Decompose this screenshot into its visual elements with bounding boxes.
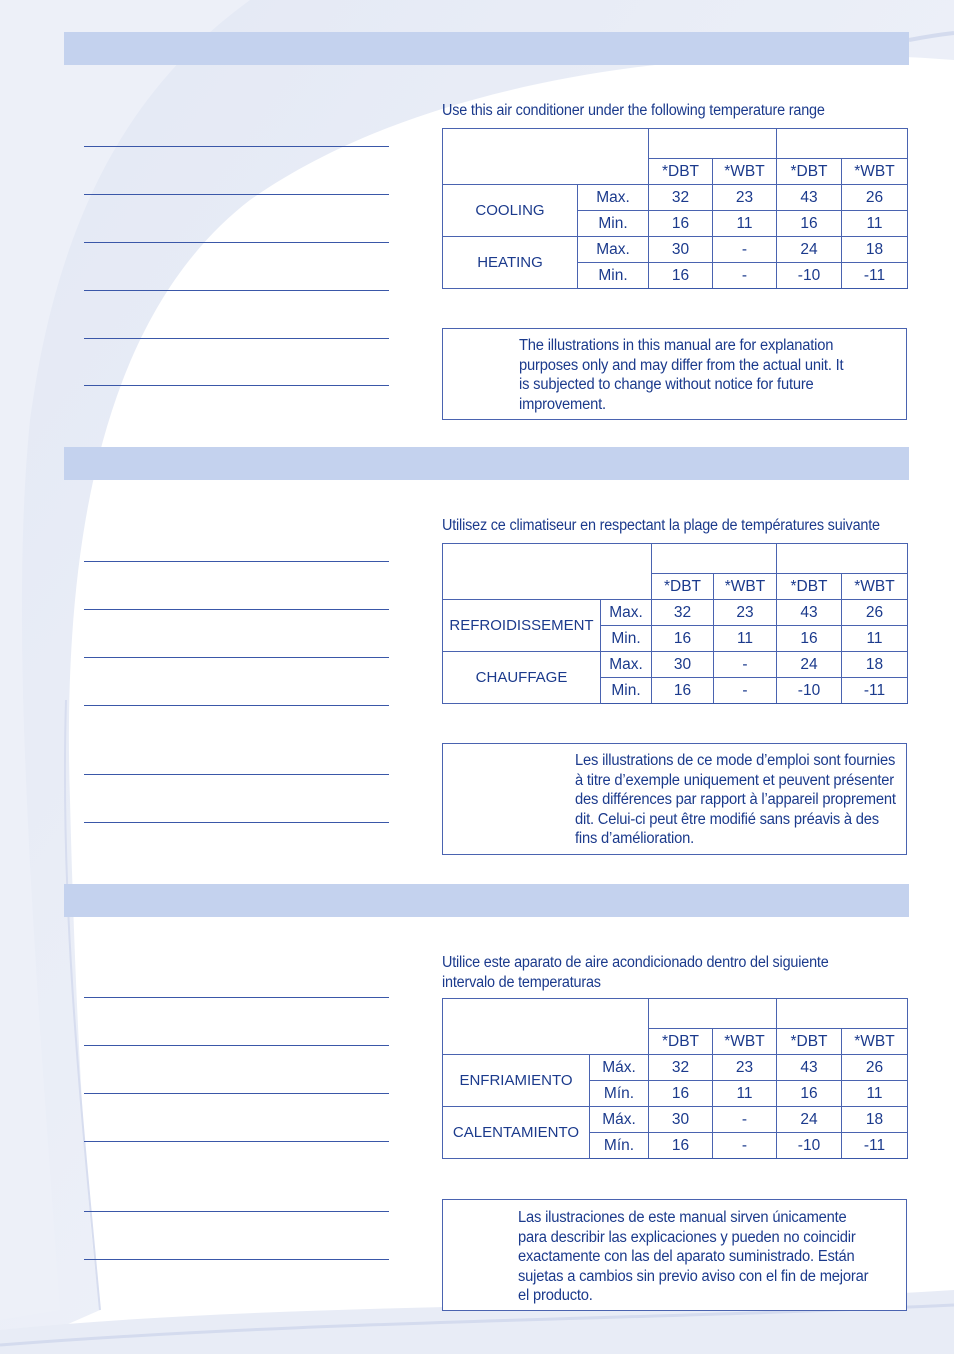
temperature-range-table xyxy=(442,128,908,289)
illustration-note-text: The illustrations in this manual are for explanation purposes only and may differ from the actual unit. It is subjected to change without notice for future improvement. xyxy=(519,337,844,413)
value-cell: -11 xyxy=(842,1133,908,1159)
value-cell: 30 xyxy=(649,1107,713,1133)
value-cell: 32 xyxy=(649,1055,713,1081)
temperature-range-intro: Use this air conditioner under the following temperature range xyxy=(442,102,825,119)
section-header-band xyxy=(64,32,909,65)
limit-label: Max. xyxy=(601,652,652,678)
value-cell: 26 xyxy=(842,600,908,626)
value-cell: 11 xyxy=(842,211,908,237)
value-cell: 32 xyxy=(649,185,713,211)
limit-label: Mín. xyxy=(590,1081,649,1107)
value-cell: 24 xyxy=(777,652,842,678)
illustration-note-box xyxy=(442,1199,907,1311)
table-corner-cell xyxy=(443,129,649,185)
value-cell: 23 xyxy=(713,1055,777,1081)
value-cell: 18 xyxy=(842,1107,908,1133)
value-cell: 43 xyxy=(777,185,842,211)
limit-label: Max. xyxy=(578,237,649,263)
column-header: *DBT xyxy=(777,574,842,600)
value-cell: -10 xyxy=(777,678,842,704)
indoor-column-header xyxy=(649,999,777,1029)
mode-label: ENFRIAMIENTO xyxy=(443,1055,590,1107)
value-cell: 16 xyxy=(777,626,842,652)
value-cell: - xyxy=(713,1133,777,1159)
limit-label: Máx. xyxy=(590,1107,649,1133)
value-cell: 11 xyxy=(842,1081,908,1107)
table-row xyxy=(443,1055,908,1081)
value-cell: 16 xyxy=(777,211,842,237)
temperature-range-intro: Utilice este aparato de aire acondicionado dentro del siguiente intervalo de temperaturas xyxy=(442,954,829,991)
illustration-note-text: Las ilustraciones de este manual sirven únicamente para describir las explicaciones y pueden no coincidir exactamente con las del aparato suministrado. Están sujetas a cambios sin previo aviso con el fin de mejorar el producto. xyxy=(518,1209,869,1304)
value-cell: 24 xyxy=(777,237,842,263)
indoor-column-header xyxy=(649,129,777,159)
mode-label: HEATING xyxy=(443,237,578,289)
value-cell: 32 xyxy=(652,600,714,626)
column-header: *DBT xyxy=(652,574,714,600)
value-cell: 30 xyxy=(649,237,713,263)
mode-label: CHAUFFAGE xyxy=(443,652,601,704)
value-cell: 16 xyxy=(649,1133,713,1159)
table-row xyxy=(443,600,908,626)
column-header: *WBT xyxy=(842,1029,908,1055)
column-header: *DBT xyxy=(649,1029,713,1055)
limit-label: Max. xyxy=(578,185,649,211)
limit-label: Máx. xyxy=(590,1055,649,1081)
column-header: *WBT xyxy=(714,574,777,600)
column-header: *WBT xyxy=(842,159,908,185)
value-cell: -10 xyxy=(777,1133,842,1159)
column-header: *WBT xyxy=(842,574,908,600)
value-cell: -11 xyxy=(842,678,908,704)
value-cell: - xyxy=(713,237,777,263)
value-cell: 16 xyxy=(649,211,713,237)
column-header: *DBT xyxy=(777,1029,842,1055)
table-row xyxy=(443,1107,908,1133)
value-cell: 23 xyxy=(714,600,777,626)
limit-label: Mín. xyxy=(590,1133,649,1159)
temperature-range-table xyxy=(442,543,908,704)
illustration-note-box xyxy=(442,743,907,855)
value-cell: -11 xyxy=(842,263,908,289)
mode-label: REFROIDISSEMENT xyxy=(443,600,601,652)
table-row xyxy=(443,185,908,211)
temperature-range-table xyxy=(442,998,908,1159)
value-cell: - xyxy=(714,652,777,678)
limit-label: Max. xyxy=(601,600,652,626)
illustration-note-text: Les illustrations de ce mode d’emploi sont fournies à titre d’exemple uniquement et peuvent présenter des différences par rapport à l’appareil proprement dit. Celui-ci peut être modifié sans préavis à des fins d’amélioration. xyxy=(575,752,896,847)
value-cell: 11 xyxy=(842,626,908,652)
value-cell: 16 xyxy=(777,1081,842,1107)
value-cell: -10 xyxy=(777,263,842,289)
column-header: *DBT xyxy=(649,159,713,185)
table-row xyxy=(443,652,908,678)
table-corner-cell xyxy=(443,544,652,600)
value-cell: - xyxy=(714,678,777,704)
value-cell: 30 xyxy=(652,652,714,678)
table-corner-cell xyxy=(443,999,649,1055)
value-cell: 26 xyxy=(842,185,908,211)
column-header: *DBT xyxy=(777,159,842,185)
value-cell: 23 xyxy=(713,185,777,211)
limit-label: Min. xyxy=(578,263,649,289)
value-cell: - xyxy=(713,263,777,289)
value-cell: 16 xyxy=(652,626,714,652)
outdoor-column-header xyxy=(777,129,908,159)
table-row xyxy=(443,237,908,263)
column-header: *WBT xyxy=(713,1029,777,1055)
value-cell: 11 xyxy=(713,211,777,237)
value-cell: 26 xyxy=(842,1055,908,1081)
value-cell: 43 xyxy=(777,1055,842,1081)
mode-label: COOLING xyxy=(443,185,578,237)
value-cell: 11 xyxy=(714,626,777,652)
value-cell: - xyxy=(713,1107,777,1133)
illustration-note-box xyxy=(442,328,907,420)
limit-label: Min. xyxy=(601,678,652,704)
indoor-column-header xyxy=(652,544,777,574)
value-cell: 43 xyxy=(777,600,842,626)
value-cell: 16 xyxy=(649,263,713,289)
value-cell: 16 xyxy=(649,1081,713,1107)
section-header-band xyxy=(64,447,909,480)
limit-label: Min. xyxy=(578,211,649,237)
value-cell: 16 xyxy=(652,678,714,704)
value-cell: 18 xyxy=(842,237,908,263)
value-cell: 24 xyxy=(777,1107,842,1133)
outdoor-column-header xyxy=(777,544,908,574)
temperature-range-intro: Utilisez ce climatiseur en respectant la plage de températures suivante xyxy=(442,517,880,534)
limit-label: Min. xyxy=(601,626,652,652)
mode-label: CALENTAMIENTO xyxy=(443,1107,590,1159)
value-cell: 18 xyxy=(842,652,908,678)
outdoor-column-header xyxy=(777,999,908,1029)
section-header-band xyxy=(64,884,909,917)
value-cell: 11 xyxy=(713,1081,777,1107)
column-header: *WBT xyxy=(713,159,777,185)
